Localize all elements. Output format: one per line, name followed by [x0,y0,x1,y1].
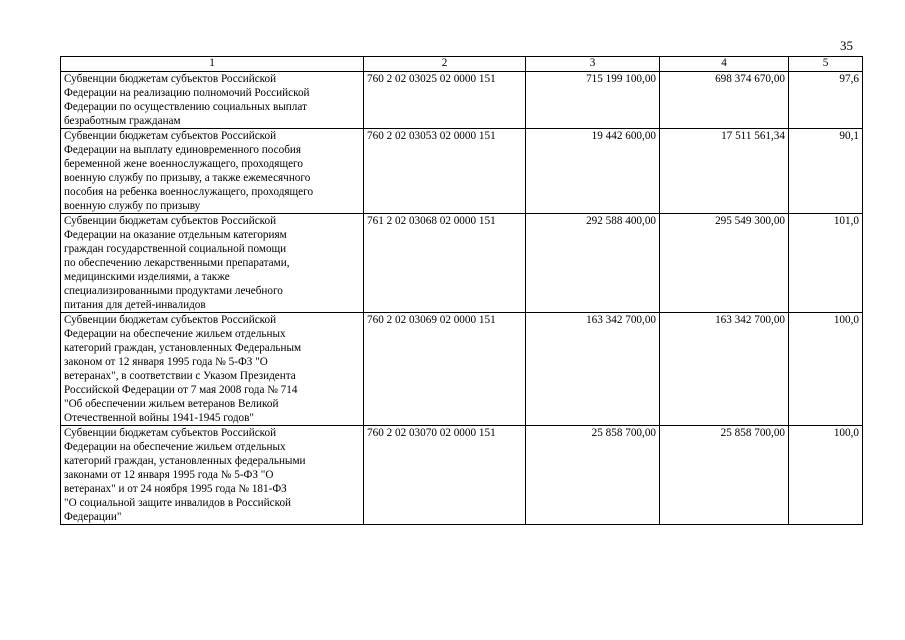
row-percent: 101,0 [789,214,863,313]
row-plan: 715 199 100,00 [526,72,660,129]
table-header-row [61,57,863,72]
row-code: 760 2 02 03070 02 0000 151 [364,426,526,525]
row-actual: 163 342 700,00 [660,313,789,426]
row-code: 760 2 02 03025 02 0000 151 [364,72,526,129]
row-percent: 100,0 [789,313,863,426]
row-actual: 25 858 700,00 [660,426,789,525]
row-plan: 292 588 400,00 [526,214,660,313]
row-name: Субвенции бюджетам субъектов Российской Федерации на выплату единовременного пособия беременной жене военнослужащего, проходящего военную службу по призыву, а также ежемесячного пособия на ребенка военнослужащего, проходящего военную службу по призыву [61,129,364,214]
table-row [61,72,863,129]
row-actual: 17 511 561,34 [660,129,789,214]
budget-table [60,56,863,525]
column-header-3: 3 [526,57,660,72]
table-row [61,426,863,525]
row-plan: 163 342 700,00 [526,313,660,426]
row-actual: 698 374 670,00 [660,72,789,129]
table-row [61,129,863,214]
column-header-2: 2 [364,57,526,72]
row-plan: 19 442 600,00 [526,129,660,214]
row-name: Субвенции бюджетам субъектов Российской Федерации на обеспечение жильем отдельных категорий граждан, установленных федеральными законами от 12 января 1995 года № 5-ФЗ "О ветеранах" и от 24 ноября 1995 года № 181-ФЗ "О социальной защите инвалидов в Российской Федерации" [61,426,364,525]
row-plan: 25 858 700,00 [526,426,660,525]
row-percent: 90,1 [789,129,863,214]
table-row [61,313,863,426]
row-name: Субвенции бюджетам субъектов Российской Федерации на реализацию полномочий Российской Федерации по осуществлению социальных выплат безработным гражданам [61,72,364,129]
column-header-1: 1 [61,57,364,72]
row-actual: 295 549 300,00 [660,214,789,313]
row-code: 761 2 02 03068 02 0000 151 [364,214,526,313]
row-name: Субвенции бюджетам субъектов Российской Федерации на оказание отдельным категориям граждан государственной социальной помощи по обеспечению лекарственными препаратами, медицинскими изделиями, а также специализированными продуктами лечебного питания для детей-инвалидов [61,214,364,313]
page-number: 35 [840,38,853,53]
row-percent: 97,6 [789,72,863,129]
table-row [61,214,863,313]
column-header-4: 4 [660,57,789,72]
row-percent: 100,0 [789,426,863,525]
row-name: Субвенции бюджетам субъектов Российской Федерации на обеспечение жильем отдельных категорий граждан, установленных Федеральным законом от 12 января 1995 года № 5-ФЗ "О ветеранах", в соответствии с Указом Президента Российской Федерации от 7 мая 2008 года № 714 "Об обеспечении жильем ветеранов Великой Отечественной войны 1941-1945 годов" [61,313,364,426]
column-header-5: 5 [789,57,863,72]
row-code: 760 2 02 03053 02 0000 151 [364,129,526,214]
row-code: 760 2 02 03069 02 0000 151 [364,313,526,426]
